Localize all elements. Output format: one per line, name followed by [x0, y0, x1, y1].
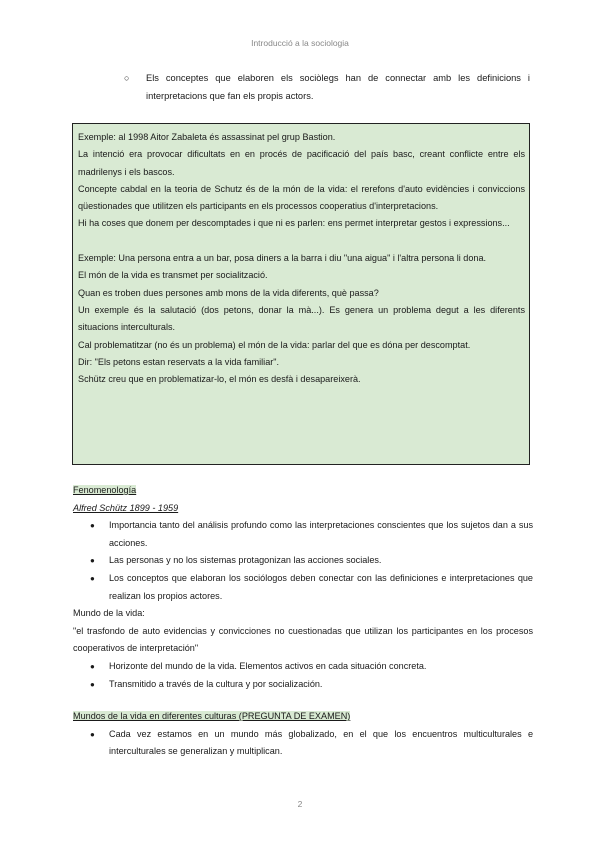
box-line: La intenció era provocar dificultats en en procés de pacificació del país basc, creant conflicte entre els madrilenys i els bascos. — [78, 149, 525, 177]
list-item: ● Horizonte del mundo de la vida. Elementos activos en cada situación concreta. — [73, 658, 533, 676]
mundo-label: Mundo de la vida: — [73, 608, 145, 619]
bullet-icon: ● — [90, 573, 95, 583]
mundo-list — [73, 658, 533, 693]
list-item: ● Las personas y no los sistemas protagonizan las acciones sociales. — [73, 552, 533, 570]
box-line: Quan es troben dues persones amb mons de la vida diferents, què passa? — [78, 287, 379, 298]
fenomenologia-section — [73, 482, 533, 693]
list-item: ● Transmitido a través de la cultura y por socialización. — [73, 676, 533, 694]
bullet-icon: ● — [90, 679, 95, 689]
bullet-icon: ● — [90, 556, 95, 566]
mundo-quote: "el trasfondo de auto evidencias y convicciones no cuestionadas que utilizan los participantes en los procesos cooperativos de interpretación" — [73, 625, 533, 654]
mundos-list — [73, 726, 533, 761]
example-box — [72, 123, 530, 465]
page-number: 2 — [297, 799, 303, 809]
box-line: El món de la vida es transmet per socialització. — [78, 270, 268, 281]
box-line: Exemple: al 1998 Aitor Zabaleta és assassinat pel grup Bastion. — [78, 132, 336, 142]
section-heading: Mundos de la vida en diferentes culturas (PREGUNTA DE EXAMEN) — [73, 711, 351, 721]
list-item: ● Importancia tanto del análisis profundo como las interpretaciones conscientes que los sujetos dan a sus acciones. — [73, 517, 533, 552]
bullet-icon: ● — [90, 521, 95, 531]
box-line: Exemple: Una persona entra a un bar, posa diners a la barra i diu "una aigua" i l'altra persona li dona. — [78, 253, 487, 264]
author-subheading: Alfred Schütz 1899 - 1959 — [73, 502, 179, 513]
box-line: Schütz creu que en problematizar-lo, el món es desfà i desapareixerà. — [78, 374, 361, 385]
list-item: ● Cada vez estamos en un mundo más globalizado, en el que los encuentros multiculturales e interculturales se generalizan y multiplican. — [73, 726, 533, 761]
section-heading: Fenomenología — [73, 485, 137, 495]
box-line: Concepte cabdal en la teoria de Schutz és de la món de la vida: el rerefons d'auto evidències i conviccions qüestionades que utilitzen els participants en els processos cooperatius d'interpretacions. — [78, 183, 525, 212]
list-item: ● Los conceptos que elaboran los sociólogos deben conectar con las definiciones e interpretaciones que realizan los propios actores. — [73, 570, 533, 605]
box-line: Un exemple és la salutació (dos petons, donar la mà...). Es genera un problema degut a les diferents situacions interculturals. — [78, 304, 525, 333]
circle-bullet-icon: ○ — [124, 73, 130, 83]
bullet-icon: ● — [90, 661, 95, 671]
box-line: Dir: "Els petons estan reservats a la vida familiar". — [78, 356, 280, 367]
intro-text: Els conceptes que elaboren els sociòlegs han de connectar amb les definicions i interpretacions que fan els propis actors. — [146, 73, 530, 101]
page-header: Introducció a la sociologia — [251, 38, 349, 48]
intro-bullet — [124, 69, 530, 105]
box-spacer — [78, 233, 525, 250]
mundos-section — [73, 708, 533, 761]
fenomenologia-list — [73, 517, 533, 605]
box-line: Hi ha coses que donem per descomptades i que ni es parlen: ens permet interpretar gestos i expressions... — [78, 218, 510, 229]
bullet-icon: ● — [90, 729, 95, 739]
box-line: Cal problematitzar (no és un problema) el món de la vida: parlar del que es dóna per descomptat. — [78, 339, 471, 350]
